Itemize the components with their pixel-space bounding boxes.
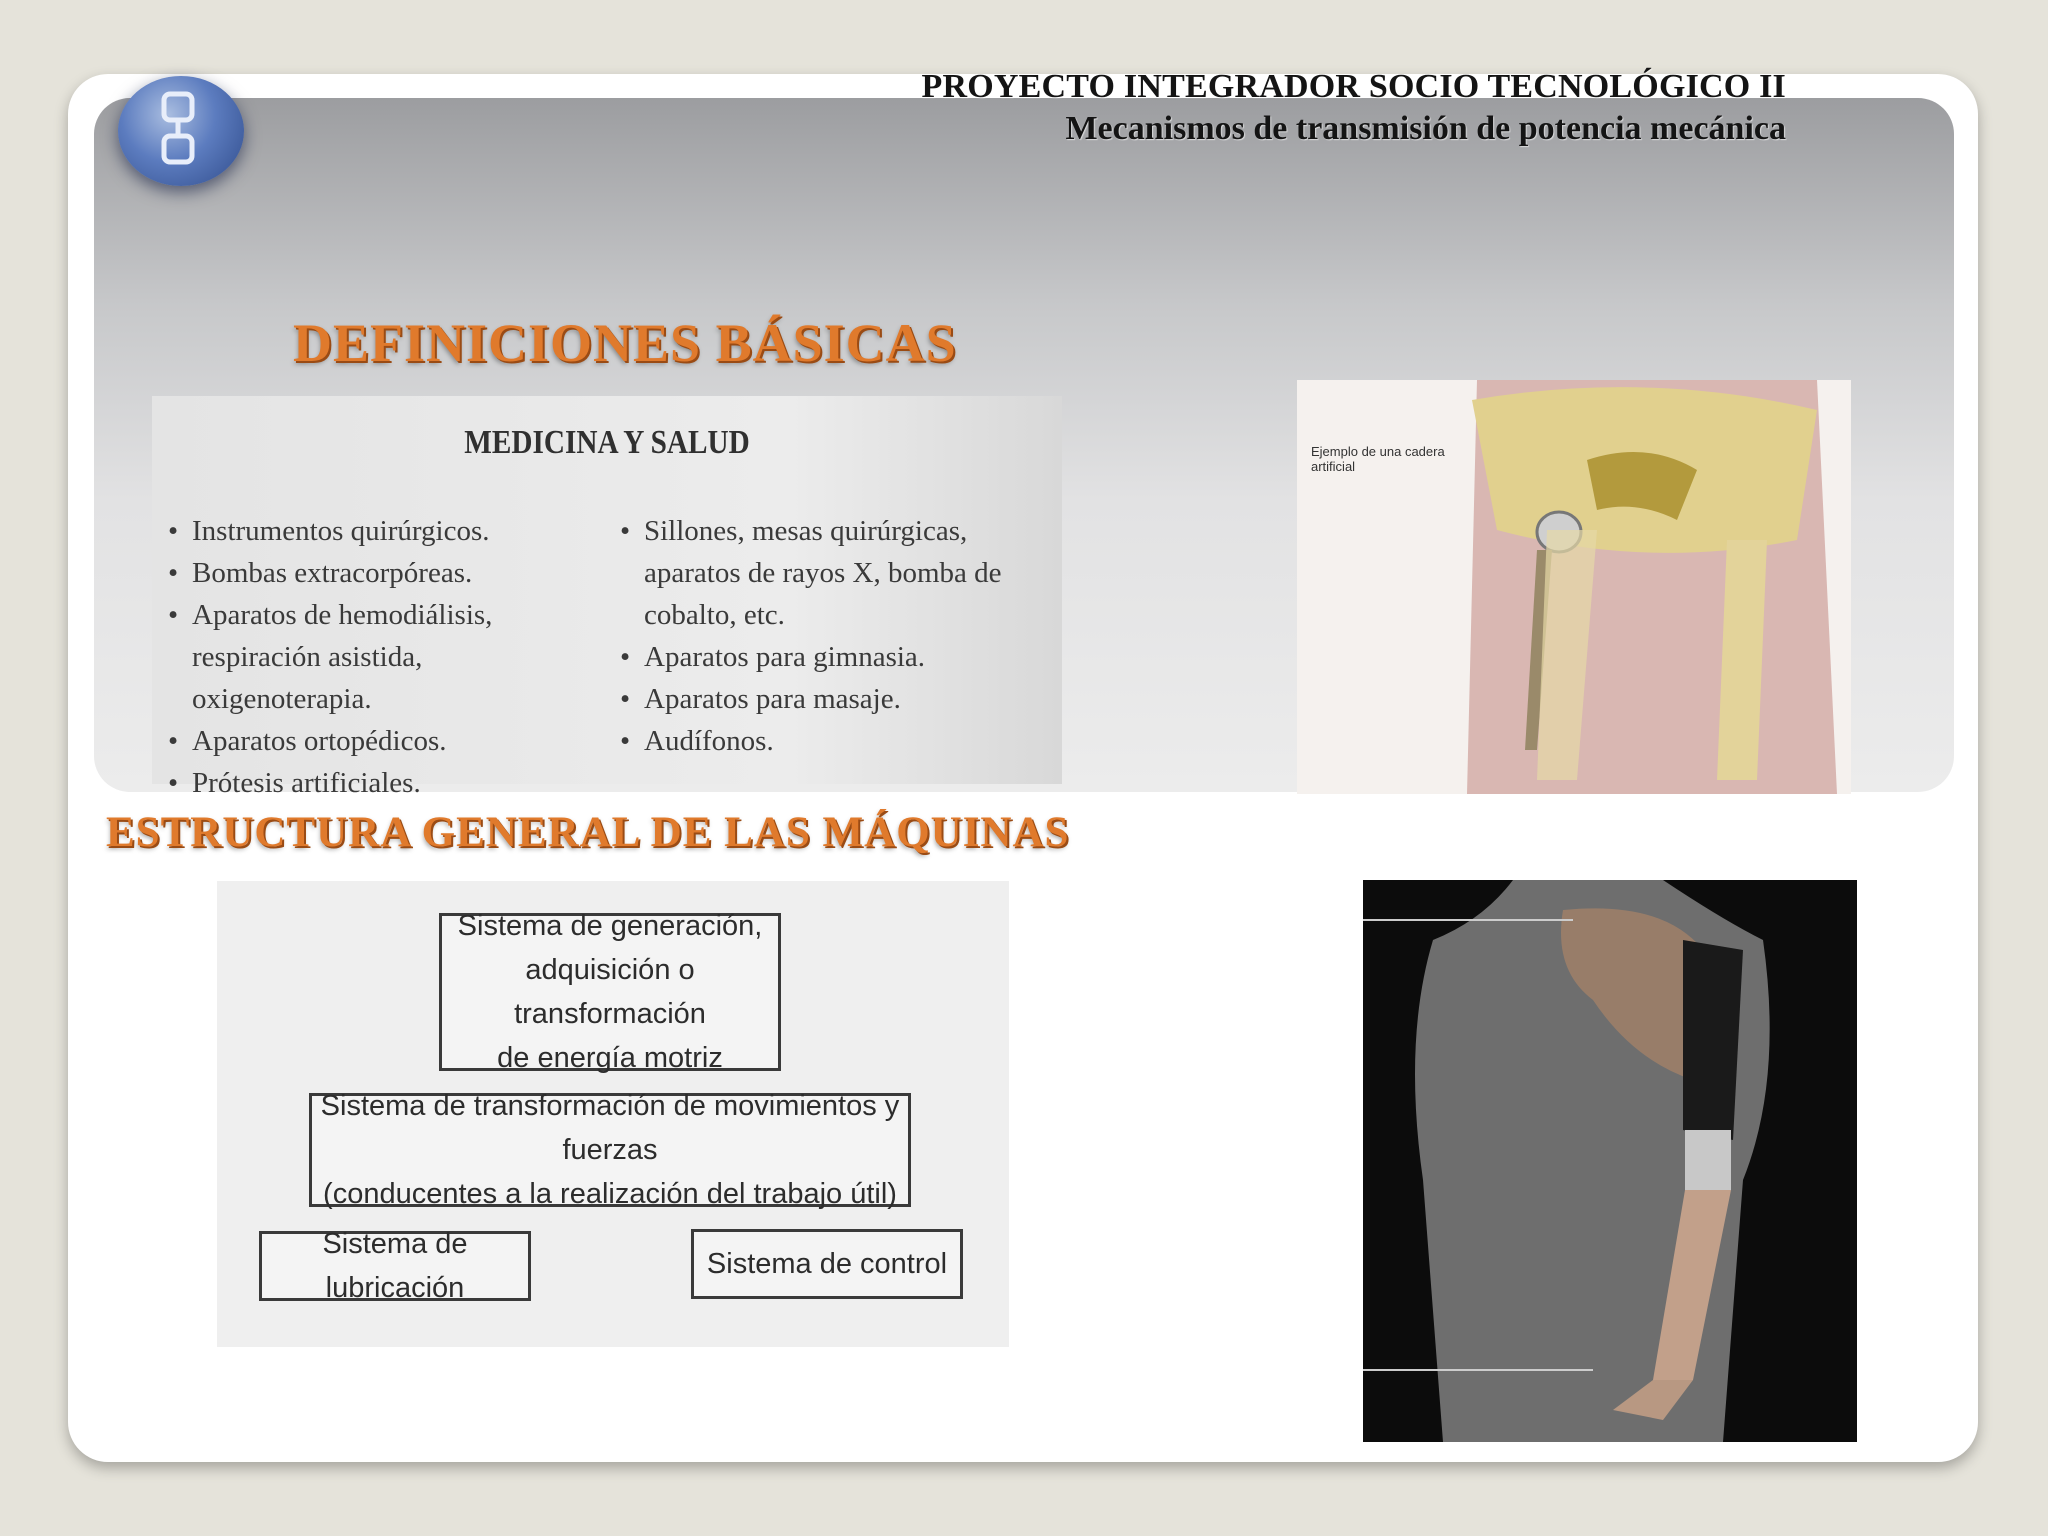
list-item: • Bombas extracorpóreas.	[166, 552, 606, 594]
prosthetic-arm-image	[1363, 880, 1857, 1442]
list-item: • Prótesis artificiales.	[166, 762, 606, 804]
section-heading-definitions: DEFINICIONES BÁSICAS	[293, 313, 957, 373]
list-item: • Aparatos para gimnasia.	[618, 636, 1048, 678]
course-subtitle: Mecanismos de transmisión de potencia mecánica	[1065, 110, 1786, 147]
medicine-health-table	[152, 396, 1062, 799]
slide-header	[922, 66, 1786, 150]
presentation-logo-icon	[118, 76, 244, 186]
image-caption: Ejemplo de una cadera artificial	[1311, 444, 1445, 474]
list-item: • Aparatos ortopédicos.	[166, 720, 606, 762]
control-system-box: Sistema de control	[691, 1229, 963, 1299]
course-title: PROYECTO INTEGRADOR SOCIO TECNOLÓGICO II	[921, 68, 1786, 105]
transformation-system-box: Sistema de transformación de movimientos y fuerzas (conducentes a la realización del trabajo útil)	[309, 1093, 911, 1207]
list-item: • Aparatos de hemodiálisis, respiración asistida, oxigenoterapia.	[166, 594, 606, 720]
machine-structure-diagram	[217, 881, 1009, 1347]
list-item: • Instrumentos quirúrgicos.	[166, 510, 606, 552]
lubrication-system-box: Sistema de lubricación	[259, 1231, 531, 1301]
list-item: • Audífonos.	[618, 720, 1048, 762]
table-title: MEDICINA Y SALUD	[464, 424, 750, 461]
list-column-left	[166, 510, 606, 804]
energy-system-box: Sistema de generación, adquisición o transformación de energía motriz	[439, 913, 781, 1071]
section-heading-machine-structure: ESTRUCTURA GENERAL DE LAS MÁQUINAS	[106, 809, 1070, 856]
list-item: • Aparatos para masaje.	[618, 678, 1048, 720]
artificial-hip-image	[1297, 380, 1851, 794]
list-column-right	[618, 510, 1048, 762]
list-item: • Sillones, mesas quirúrgicas, aparatos de rayos X, bomba de cobalto, etc.	[618, 510, 1048, 636]
